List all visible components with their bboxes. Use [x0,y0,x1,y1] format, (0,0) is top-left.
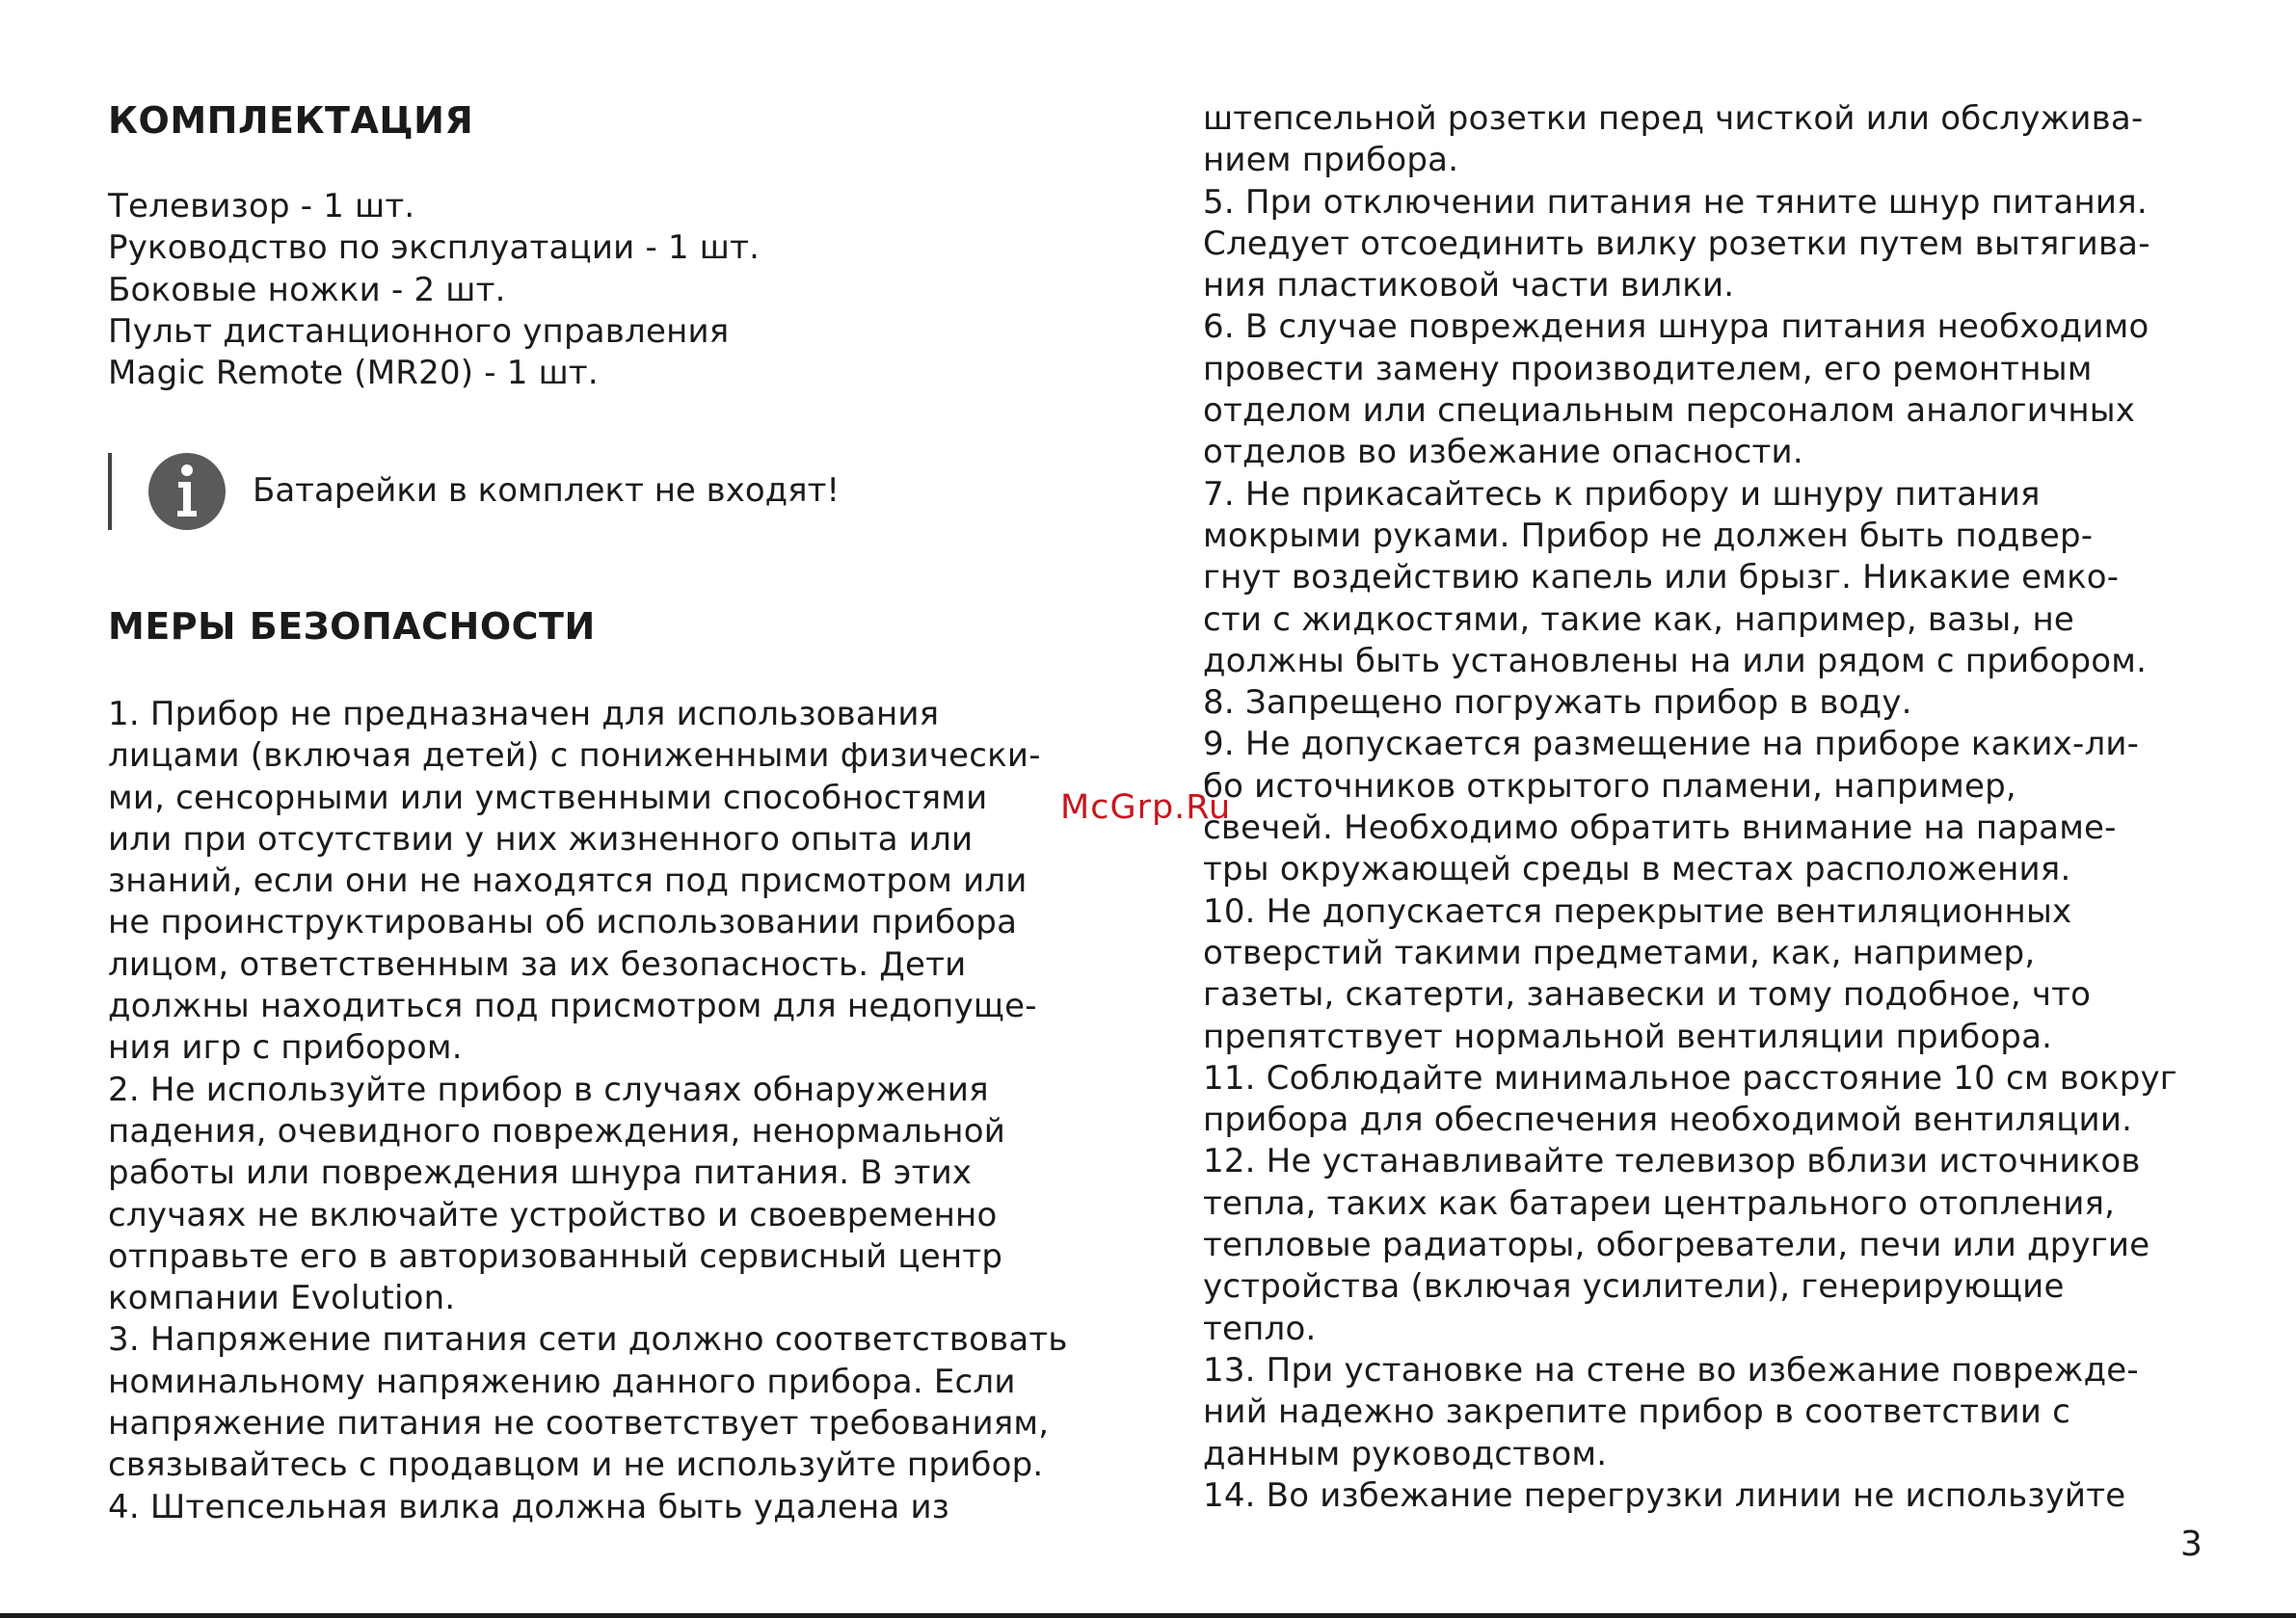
text-line: 14. Во избежание перегрузки линии не используйте [1203,1475,2126,1515]
page-number: 3 [2180,1525,2203,1564]
kit-item: Пульт дистанционного управления [108,311,730,351]
text-line: 1. Прибор не предназначен для использования [108,695,940,733]
text-line: 9. Не допускается размещение на приборе каких-ли- [1203,725,2140,764]
text-line: устройства (включая усилители), генерирующие [1203,1267,2065,1307]
text-line: газеты, скатерти, занавески и тому подобное, что [1203,975,2092,1015]
text-line: 3. Напряжение питания сети должно соответствовать [108,1320,1068,1360]
text-line: отверстий такими предметами, как, например, [1203,933,2036,972]
kit-list [108,186,760,394]
text-line: 4. Штепсельная вилка должна быть удалена из [108,1487,950,1526]
kit-item: Руководство по эксплуатации - 1 шт. [108,228,761,268]
note-text: Батарейки в комплект не входят! [253,471,841,510]
text-line: ния игр с прибором. [108,1028,463,1068]
text-line: препятствует нормальной вентиляции прибора. [1203,1017,2053,1056]
text-line: тепловые радиаторы, обогреватели, печи или другие [1203,1226,2150,1265]
text-line: лицом, ответственным за их безопасность. Дети [108,944,967,984]
text-line: отделов во избежание опасности. [1203,433,1803,472]
text-line: не проинструктированы об использовании прибора [108,903,1018,942]
text-line: 5. При отключении питания не тяните шнур питания. [1203,182,2148,222]
text-line: нием прибора. [1203,141,1459,180]
note-accent-bar [108,453,112,530]
text-line: номинальному напряжению данного прибора. Если [108,1362,1016,1401]
text-line: Следует отсоединить вилку розетки путем вытягива- [1203,224,2150,263]
safety-heading: МЕРЫ БЕЗОПАСНОСТИ [108,605,596,648]
text-line: бо источников открытого пламени, например, [1203,766,2016,806]
text-line: работы или повреждения шнура питания. В этих [108,1154,973,1193]
text-line: прибора для обеспечения необходимой вентиляции. [1203,1101,2133,1140]
safety-text-left [108,694,1068,1528]
text-line: должны быть установлены на или рядом с прибором. [1203,641,2148,680]
bottom-divider [0,1613,2296,1618]
text-line: отделом или специальным персоналом аналогичных [1203,391,2136,431]
text-line: ния пластиковой части вилки. [1203,266,1735,305]
text-line: 11. Соблюдайте минимальное расстояние 10 см вокруг [1203,1058,2177,1098]
text-line: ний надежно закрепите прибор в соответствии с [1203,1393,2071,1432]
text-line: отправьте его в авторизованный сервисный центр [108,1236,1003,1276]
text-line: случаях не включайте устройство и своевременно [108,1195,998,1234]
text-line: связывайтесь с продавцом и не используйте прибор. [108,1446,1044,1485]
kit-item: Magic Remote (MR20) - 1 шт. [108,354,599,393]
info-icon [148,453,226,530]
text-line: напряжение питания не соответствует требованиям, [108,1404,1050,1444]
text-line: компании Evolution. [108,1279,456,1318]
text-line: сти с жидкостями, такие как, например, вазы, не [1203,599,2075,639]
safety-text-right [1203,98,2177,1517]
text-line: 6. В случае повреждения шнура питания необходимо [1203,307,2149,347]
text-line: лицами (включая детей) с пониженными физически- [108,736,1041,776]
text-line: ми, сенсорными или умственными способностями [108,778,988,817]
text-line: 13. При установке на стене во избежание поврежде- [1203,1350,2139,1390]
kit-item: Телевизор - 1 шт. [108,187,415,225]
text-line: 10. Не допускается перекрытие вентиляционных [1203,891,2072,931]
text-line: 8. Запрещено погружать прибор в воду. [1203,683,1912,723]
text-line: 12. Не устанавливайте телевизор вблизи источников [1203,1142,2141,1181]
text-line: гнут воздействию капель или брызг. Никакие емко- [1203,558,2120,597]
text-line: свечей. Необходимо обратить внимание на параме- [1203,809,2117,848]
battery-note [108,453,1072,534]
text-line: мокрыми руками. Прибор не должен быть подвер- [1203,516,2094,555]
text-line: знаний, если они не находятся под присмотром или [108,862,1028,901]
text-line: штепсельной розетки перед чисткой или обслужива- [1203,99,2144,138]
kit-item: Боковые ножки - 2 шт. [108,270,506,309]
text-line: тепло. [1203,1309,1317,1348]
text-line: данным руководством. [1203,1434,1608,1473]
text-line: 7. Не прикасайтесь к прибору и шнуру питания [1203,474,2041,514]
site-watermark: McGrp.Ru [1060,788,1232,827]
kit-heading: КОМПЛЕКТАЦИЯ [108,99,474,142]
text-line: или при отсутствии у них жизненного опыта или [108,819,974,859]
text-line: 2. Не используйте прибор в случаях обнаружения [108,1070,989,1109]
text-line: тепла, таких как батареи центрального отопления, [1203,1183,2116,1223]
text-line: провести замену производителем, его ремонтным [1203,349,2093,388]
text-line: тры окружающей среды в местах расположения. [1203,850,2071,889]
text-line: должны находиться под присмотром для недопуще- [108,987,1037,1026]
text-line: падения, очевидного повреждения, ненормальной [108,1111,1006,1151]
